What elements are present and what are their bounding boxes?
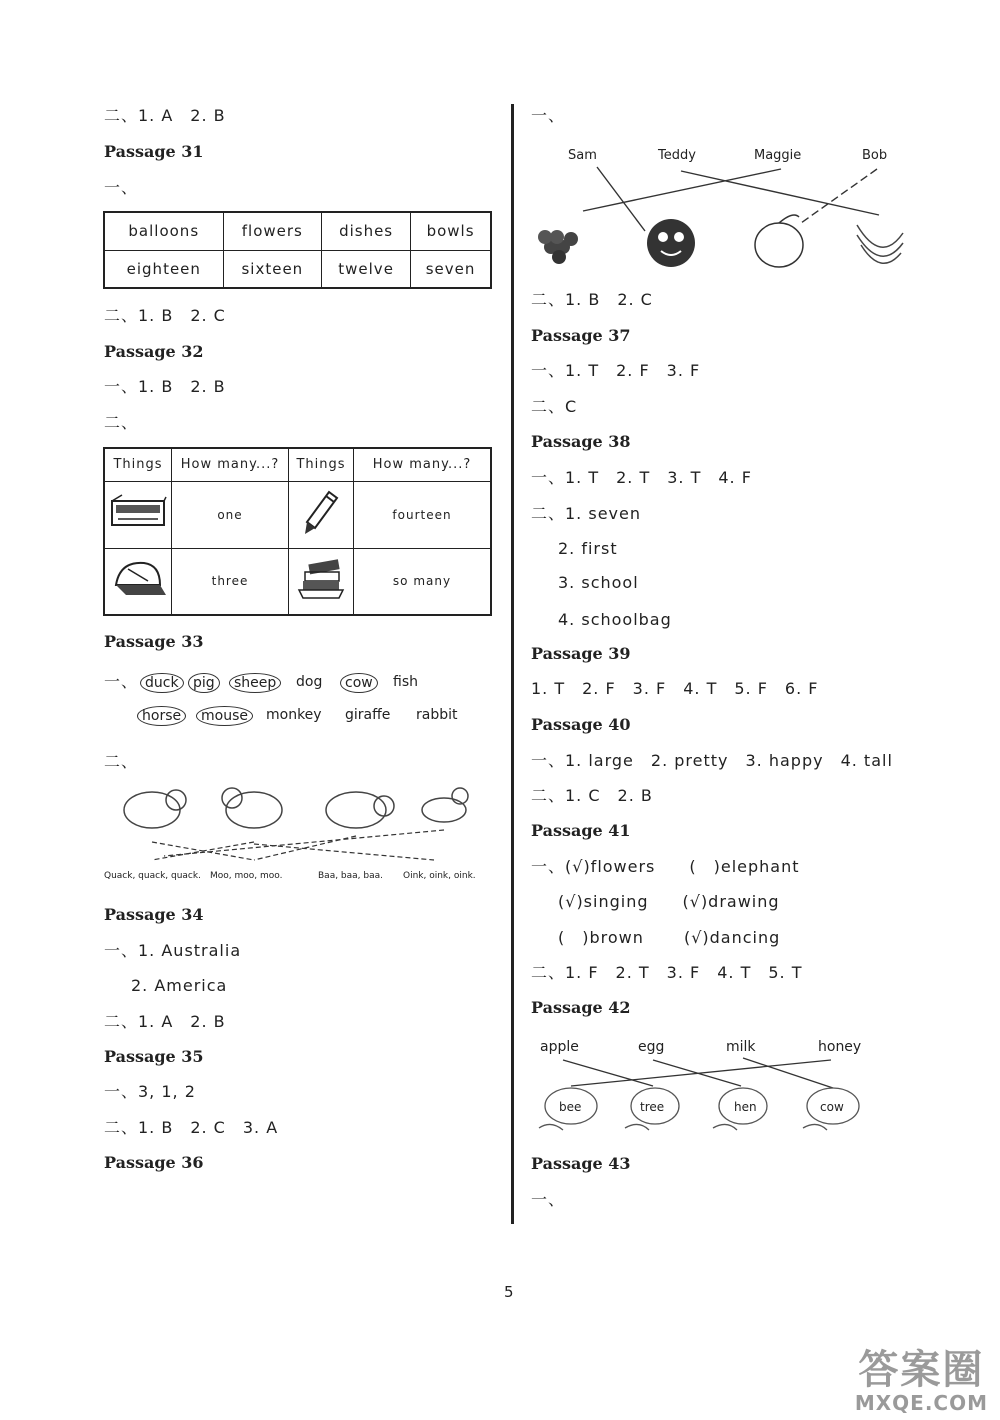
answer-line: ( )brown (√)dancing: [558, 928, 781, 947]
circled-word: horse: [137, 706, 186, 726]
answer-line: (√)singing (√)drawing: [558, 892, 780, 911]
table-cell: flowers: [223, 212, 322, 250]
table-cell: one: [172, 481, 289, 548]
table-cell: eighteen: [104, 250, 223, 288]
passage-39-heading: Passage 39: [531, 644, 631, 663]
name-label: Teddy: [658, 148, 696, 163]
answer-line: 二、1. A 2. B: [104, 106, 226, 125]
answer-line: 2. America: [131, 976, 228, 995]
name-label: Bob: [862, 148, 888, 163]
passage-38-heading: Passage 38: [531, 432, 631, 451]
sound-label: Oink, oink, oink.: [403, 871, 476, 881]
passage-32-table: [103, 447, 492, 616]
answer-line: 1. T 2. F 3. F 4. T 5. F 6. F: [531, 679, 819, 698]
name-label: Sam: [568, 148, 597, 163]
answer-line: 二、C: [531, 397, 578, 416]
answer-line: 二、1. B 2. C: [531, 290, 653, 309]
food-label: milk: [726, 1039, 756, 1055]
table-header: Things: [104, 448, 172, 481]
circled-word: mouse: [196, 706, 253, 726]
picture-label: cow: [820, 1100, 844, 1114]
passage-34-heading: Passage 34: [104, 905, 204, 924]
passage-33-heading: Passage 33: [104, 632, 204, 651]
food-label: apple: [540, 1039, 579, 1055]
answer-line: 4. schoolbag: [558, 610, 672, 629]
passage-37-heading: Passage 37: [531, 326, 631, 345]
food-label: egg: [638, 1039, 665, 1055]
table-cell: three: [172, 548, 289, 615]
table-cell: dishes: [322, 212, 411, 250]
table-cell: balloons: [104, 212, 223, 250]
answer-line: 一、: [531, 106, 566, 125]
sound-label: Moo, moo, moo.: [210, 871, 283, 881]
answer-line: 二、1. B 2. C 3. A: [104, 1118, 279, 1137]
watermark-logo: 答案圈: [858, 1347, 985, 1393]
answer-line: 一、1. T 2. T 3. T 4. F: [531, 468, 752, 487]
table-header: Things: [289, 448, 354, 481]
answer-line: 二、1. B 2. C: [104, 306, 226, 325]
pencil-image: [289, 481, 354, 548]
food-label: honey: [818, 1039, 862, 1055]
answer-line: 一、1. T 2. F 3. F: [531, 361, 701, 380]
word: dog: [296, 674, 323, 690]
passage-31-heading: Passage 31: [104, 142, 204, 161]
answer-line: 一、: [531, 1190, 566, 1209]
answer-line: 二、: [104, 752, 139, 771]
answer-line: 一、(√)flowers ( )elephant: [531, 857, 800, 876]
circled-word: cow: [340, 673, 378, 693]
answer-line: 一、1. large 2. pretty 3. happy 4. tall: [531, 751, 893, 770]
table-cell: fourteen: [354, 481, 492, 548]
answer-line: 二、: [104, 413, 139, 432]
books-image: [289, 548, 354, 615]
passage-40-heading: Passage 40: [531, 715, 631, 734]
passage-32-heading: Passage 32: [104, 342, 204, 361]
circled-word: pig: [188, 673, 220, 693]
answer-line: 一、1. B 2. B: [104, 377, 226, 396]
fruit-matching-picture: [531, 165, 911, 275]
passage-42-heading: Passage 42: [531, 998, 631, 1017]
animal-sound-matching-picture: [104, 780, 494, 870]
answer-line: 3. school: [558, 573, 639, 592]
answer-line: 一、: [104, 178, 139, 197]
answer-line: 二、1. seven: [531, 504, 641, 523]
circled-word: duck: [140, 673, 184, 693]
passage-43-heading: Passage 43: [531, 1154, 631, 1173]
table-cell: bowls: [411, 212, 491, 250]
watermark-url: MXQE.COM: [854, 1391, 988, 1415]
word: fish: [393, 674, 418, 690]
table-cell: seven: [411, 250, 491, 288]
name-label: Maggie: [754, 148, 802, 163]
pencil-box-image: [104, 481, 172, 548]
table-header: How many...?: [354, 448, 492, 481]
answer-line: 一、3, 1, 2: [104, 1082, 196, 1101]
answer-line: 二、1. F 2. T 3. F 4. T 5. T: [531, 963, 803, 982]
passage-41-heading: Passage 41: [531, 821, 631, 840]
table-cell: twelve: [322, 250, 411, 288]
watermark: [855, 1348, 988, 1414]
picture-label: bee: [559, 1100, 582, 1114]
answer-line: 一、1. Australia: [104, 941, 242, 960]
passage-35-heading: Passage 35: [104, 1047, 204, 1066]
passage-31-table: [103, 211, 492, 289]
picture-label: hen: [734, 1100, 757, 1114]
cap-image: [104, 548, 172, 615]
circled-word: sheep: [229, 673, 281, 693]
word: giraffe: [345, 707, 391, 723]
answer-line: 二、1. A 2. B: [104, 1012, 226, 1031]
word: monkey: [266, 707, 322, 723]
word: rabbit: [416, 707, 458, 723]
sound-label: Quack, quack, quack.: [104, 871, 201, 881]
passage-36-heading: Passage 36: [104, 1153, 204, 1172]
food-source-matching-picture: [531, 1056, 871, 1136]
column-divider: [511, 104, 514, 1224]
picture-label: tree: [640, 1100, 665, 1114]
table-cell: so many: [354, 548, 492, 615]
answer-line: 2. first: [558, 539, 618, 558]
table-cell: sixteen: [223, 250, 322, 288]
page-number: 5: [504, 1283, 514, 1301]
answer-line: 二、1. C 2. B: [531, 786, 653, 805]
sound-label: Baa, baa, baa.: [318, 871, 383, 881]
answer-line: 一、: [104, 672, 139, 691]
table-header: How many...?: [172, 448, 289, 481]
